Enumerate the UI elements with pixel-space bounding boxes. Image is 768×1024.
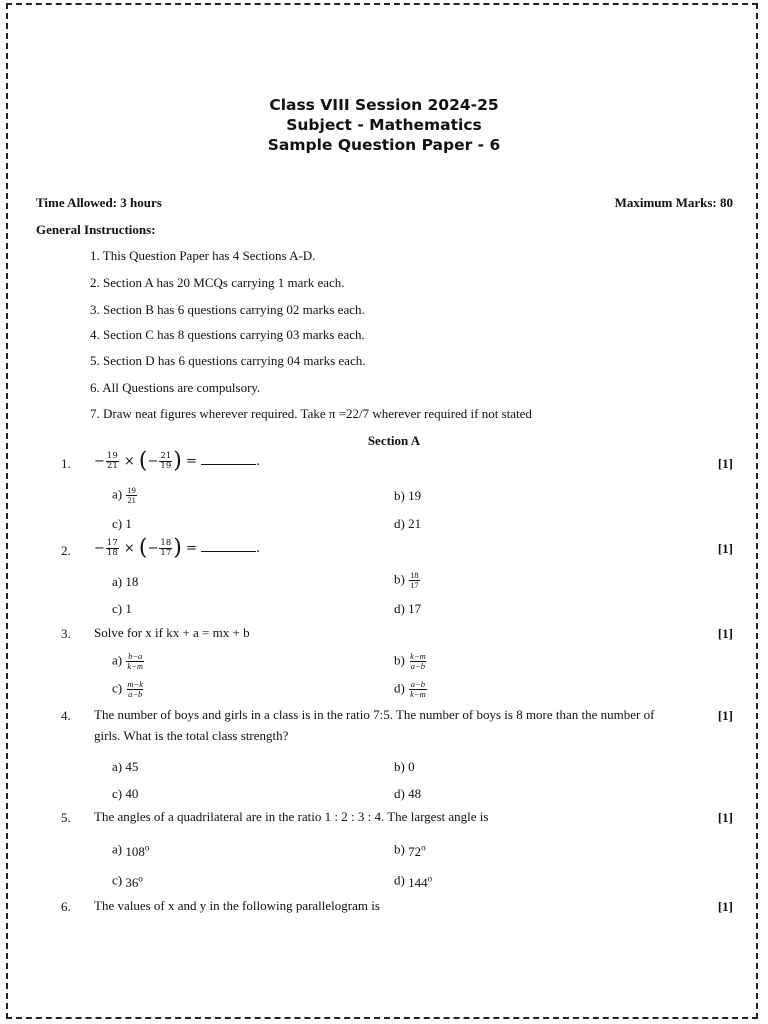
fraction: $\frac{b-a}{k-m}$ xyxy=(127,651,144,671)
question-number: 2. xyxy=(61,543,71,558)
question-marks: [1] xyxy=(717,810,733,825)
option-a: a) $\frac{b-a}{k-m}$ xyxy=(112,651,144,671)
fraction: $\frac{19}{21}$ xyxy=(127,485,136,505)
question-marks: [1] xyxy=(717,541,733,556)
question-text xyxy=(94,704,684,746)
option-a: a) $\frac{19}{21}$ xyxy=(112,485,136,505)
question-marks: [1] xyxy=(717,708,733,723)
option-d: d) 144$^o$ xyxy=(394,872,433,891)
fraction: $\frac{18}{17}$ xyxy=(160,538,172,558)
instruction-item: 3. Section B has 6 questions carrying 02 marks each. xyxy=(90,302,365,317)
question-expression: − $\frac{17}{18}$ × (− $\frac{18}{17}$ ) = . xyxy=(94,535,261,561)
option-b: b) 0 xyxy=(394,759,415,774)
option-b: b) $\frac{18}{17}$ xyxy=(394,570,419,590)
paper-title xyxy=(0,95,768,155)
option-c: c) 1 xyxy=(112,601,132,616)
fraction: $\frac{17}{18}$ xyxy=(106,538,118,558)
question-number: 1. xyxy=(61,456,71,471)
option-a: a) 45 xyxy=(112,759,139,774)
option-d: d) 17 xyxy=(394,601,422,616)
question-number: 5. xyxy=(61,810,71,825)
fraction: $\frac{a-b}{k-m}$ xyxy=(410,679,426,699)
page-border xyxy=(6,3,758,1019)
option-c: c) 36$^o$ xyxy=(112,872,143,891)
instructions-heading: General Instructions: xyxy=(36,222,156,237)
question-number: 3. xyxy=(61,626,71,641)
question-text: Solve for x if kx + a = mx + b xyxy=(94,625,250,640)
question-text: The angles of a quadrilateral are in the ratio 1 : 2 : 3 : 4. The largest angle is xyxy=(94,809,489,824)
option-d: d) 48 xyxy=(394,786,422,801)
option-d: d) 21 xyxy=(394,516,422,531)
section-title: Section A xyxy=(367,433,421,448)
instruction-item: 5. Section D has 6 questions carrying 04 marks each. xyxy=(90,353,366,368)
question-text: The values of x and y in the following parallelogram is xyxy=(94,898,380,913)
question-marks: [1] xyxy=(717,899,733,914)
option-c: c) $\frac{m-k}{a-b}$ xyxy=(112,679,144,699)
option-a: a) 108$^o$ xyxy=(112,841,150,860)
fraction: $\frac{18}{17}$ xyxy=(410,570,419,590)
instruction-item: 7. Draw neat figures wherever required. Take π =22/7 wherever required if not stated xyxy=(90,406,532,421)
time-allowed: Time Allowed: 3 hours xyxy=(36,195,162,210)
question-marks: [1] xyxy=(717,456,733,471)
title-subject: Subject - Mathematics xyxy=(286,116,482,134)
maximum-marks: Maximum Marks: 80 xyxy=(614,195,733,210)
question-text-line: girls. What is the total class strength? xyxy=(94,728,289,743)
fraction: $\frac{k-m}{a-b}$ xyxy=(410,651,426,671)
title-paper: Sample Question Paper - 6 xyxy=(267,136,501,154)
option-a: a) 18 xyxy=(112,574,139,589)
fraction: $\frac{21}{19}$ xyxy=(160,451,172,471)
option-c: c) 40 xyxy=(112,786,139,801)
instruction-item: 6. All Questions are compulsory. xyxy=(90,380,261,395)
instruction-item: 4. Section C has 8 questions carrying 03 marks each. xyxy=(90,327,365,342)
option-b: b) $\frac{k-m}{a-b}$ xyxy=(394,651,426,671)
option-d: d) $\frac{a-b}{k-m}$ xyxy=(394,679,426,699)
question-expression: − $\frac{19}{21}$ × (− $\frac{21}{19}$ ) = . xyxy=(94,448,261,474)
question-number: 6. xyxy=(61,899,71,914)
option-b: b) 19 xyxy=(394,488,422,503)
fraction: $\frac{19}{21}$ xyxy=(106,451,118,471)
option-c: c) 1 xyxy=(112,516,132,531)
option-b: b) 72$^o$ xyxy=(394,841,426,860)
instruction-item: 2. Section A has 20 MCQs carrying 1 mark each. xyxy=(90,275,345,290)
title-class-session: Class VIII Session 2024-25 xyxy=(269,96,499,114)
fraction: $\frac{m-k}{a-b}$ xyxy=(127,679,144,699)
instruction-item: 1. This Question Paper has 4 Sections A-D. xyxy=(90,248,316,263)
question-text-line: The number of boys and girls in a class is in the ratio 7:5. The number of boys is 8 more than the number of xyxy=(94,707,655,722)
question-number: 4. xyxy=(61,708,71,723)
question-marks: [1] xyxy=(717,626,733,641)
